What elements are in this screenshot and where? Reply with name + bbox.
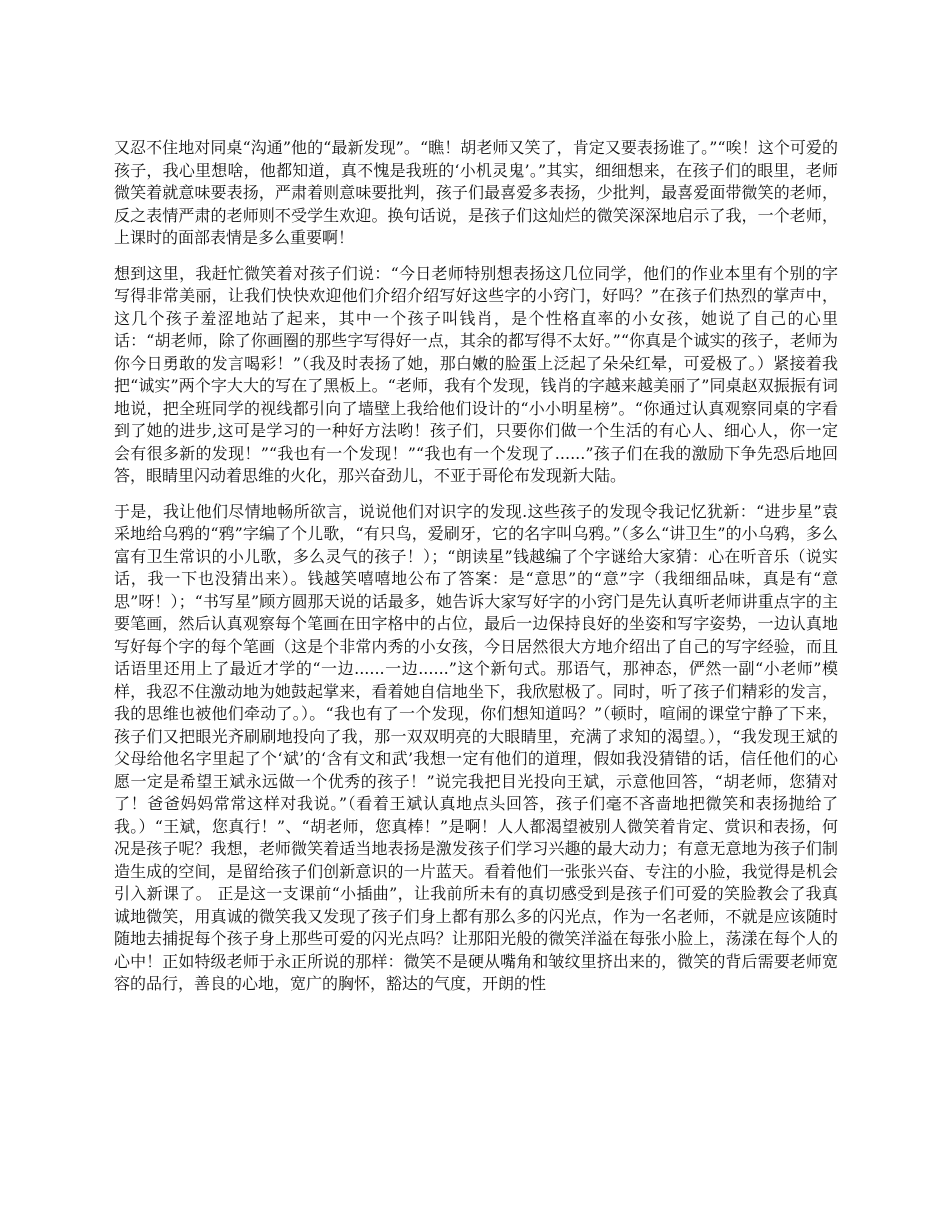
paragraph-2: 想到这里，我赶忙微笑着对孩子们说：“今日老师特别想表扬这几位同学，他们的作业本里有个别的字写得非常美丽，让我们快快欢迎他们介绍介绍写好这些字的小窍门，好吗？”在孩子们热烈的掌声中，这几个孩子羞涩地站了起来，其中一个孩子叫钱肖，是个性格直率的小女孩，她说了自己的心里话：“胡老师，除了你画圈的那些字写得好一点，其余的都写得不太好。”“你真是个诚实的孩子，老师为你今日勇敢的发言喝彩！”（我及时表扬了她，那白嫩的脸蛋上泛起了朵朵红晕，可爱极了。）紧接着我把“诚实”两个字大大的写在了黑板上。“老师，我有个发现，钱肖的字越来越美丽了”同桌赵双振振有词地说，把全班同学的视线都引向了墙壁上我给他们设计的“小小明星榜”。“你通过认真观察同桌的字看到了她的进步,这可是学习的一种好方法哟！孩子们，只要你们做一个生活的有心人、细心人，你一定会有很多新的发现！”“我也有一个发现！”“我也有一个发现了......”孩子们在我的激励下争先恐后地回答，眼睛里闪动着思维的火化，那兴奋劲儿，不亚于哥伦布发现新大陆。 (114, 263, 838, 485)
paragraph-1: 又忍不住地对同桌“沟通”他的“最新发现”。“瞧！胡老师又笑了，肯定又要表扬谁了。”“唉！这个可爱的孩子，我心里想啥，他都知道，真不愧是我班的‘小机灵鬼’。”其实，细细想来，在孩子们的眼里，老师微笑着就意味要表扬，严肃着则意味要批判，孩子们最喜爱多表扬，少批判，最喜爱面带微笑的老师，反之表情严肃的老师则不受学生欢迎。换句话说，是孩子们这灿烂的微笑深深地启示了我，一个老师，上课时的面部表情是多么重要啊！ (114, 138, 838, 247)
paragraph-3: 于是，我让他们尽情地畅所欲言，说说他们对识字的发现.这些孩子的发现令我记忆犹新：“进步星”袁采地给乌鸦的“鸦”字编了个儿歌，“有只鸟，爱刷牙，它的名字叫乌鸦。”（多么“讲卫生”的小乌鸦，多么富有卫生常识的小儿歌，多么灵气的孩子！）；“朗读星”钱越编了个字谜给大家猜：心在听音乐（说实话，我一下也没猜出来）。钱越笑嘻嘻地公布了答案：是“意思”的“意”字（我细细品味，真是有“意思”呀！）；“书写星”顾方圆那天说的话最多，她告诉大家写好字的小窍门是先认真听老师讲重点字的主要笔画，然后认真观察每个笔画在田字格中的占位，最后一边保持良好的坐姿和写字姿势，一边认真地写好每个字的每个笔画（这是个非常内秀的小女孩，今日居然很大方地介绍出了自己的写字经验，而且话语里还用上了最近才学的“一边......一边......”这个新句式。那语气，那神态，俨然一副“小老师”模样，我忍不住激动地为她鼓起掌来，看着她自信地坐下，我欣慰极了。同时，听了孩子们精彩的发言，我的思维也被他们牵动了。）。“我也有了一个发现，你们想知道吗？”（顿时，喧闹的课堂宁静了下来，孩子们又把眼光齐刷刷地投向了我，那一双双明亮的大眼睛里，充满了求知的渴望。），“我发现王斌的父母给他名字里起了个‘斌’的‘含有文和武’我想一定有他们的道理，假如我没猜错的话，信任他们的心愿一定是希望王斌永远做一个优秀的孩子！”说完我把目光投向王斌，示意他回答，“胡老师，您猜对了！爸爸妈妈常常这样对我说。”（看着王斌认真地点头回答，孩子们毫不吝啬地把微笑和表扬抛给了我。）“王斌，您真行！”、“胡老师，您真棒！”是啊！人人都渴望被别人微笑着肯定、赏识和表扬，何况是孩子呢？我想，老师微笑着适当地表扬是激发孩子们学习兴趣的最大动力；有意无意地为孩子们制造生成的空间，是留给孩子们创新意识的一片蓝天。看着他们一张张兴奋、专注的小脸，我觉得是机会引入新课了。 正是这一支课前“小插曲”，让我前所未有的真切感受到是孩子们可爱的笑脸教会了我真诚地微笑，用真诚的微笑我又发现了孩子们身上都有那么多的闪光点，作为一名老师，不就是应该随时随地去捕捉每个孩子身上那些可爱的闪光点吗？让那阳光般的微笑洋溢在每张小脸上，荡漾在每个人的心中！正如特级老师于永正所说的那样：微笑不是硬从嘴角和皱纹里挤出来的，微笑的背后需要老师宽容的品行，善良的心地，宽广的胸怀，豁达的气度，开朗的性 (114, 501, 838, 993)
